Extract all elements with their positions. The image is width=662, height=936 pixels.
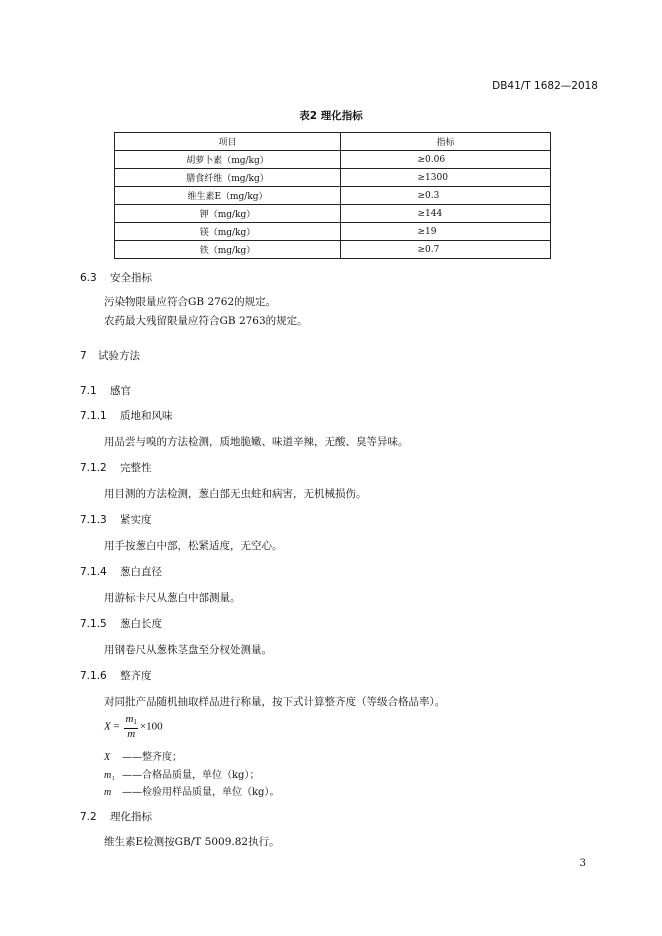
uniformity-formula: X = $\frac{m_1}{m}$ ×100 xyxy=(104,713,163,740)
section-heading-7-1-4: 7.1.4 葱白直径 xyxy=(80,566,162,578)
variable-definition: m₁ ——合格品质量，单位（kg）； xyxy=(104,770,260,781)
table-cell-item: 维生素E（mg/kg） xyxy=(115,187,341,205)
table-cell-item: 镁（mg/kg） xyxy=(115,223,341,241)
table-cell-item: 胡萝卜素（mg/kg） xyxy=(115,151,341,169)
section-heading-7: 7 试验方法 xyxy=(80,350,140,362)
section-heading-7-1-2: 7.1.2 完整性 xyxy=(80,462,152,474)
standard-code: DB41/T 1682—2018 xyxy=(492,80,598,92)
table-row xyxy=(115,223,551,241)
table-cell-item: 膳食纤维（mg/kg） xyxy=(115,169,341,187)
table-cell-value: ≥144 xyxy=(341,205,551,223)
table-cell-value: ≥19 xyxy=(341,223,551,241)
paragraph: 用品尝与嗅的方法检测，质地脆嫩、味道辛辣，无酸、臭等异味。 xyxy=(104,436,409,448)
section-heading-7-1-1: 7.1.1 质地和风味 xyxy=(80,410,173,422)
variable-definition: X ——整齐度； xyxy=(104,752,182,763)
table-row xyxy=(115,241,551,259)
table-cell-value: ≥0.7 xyxy=(341,241,551,259)
paragraph: 用目测的方法检测，葱白部无虫蛀和病害，无机械损伤。 xyxy=(104,488,367,500)
paragraph: 维生素E检测按GB/T 5009.82执行。 xyxy=(104,836,280,848)
variable-definition: m ——检验用样品质量，单位（kg）。 xyxy=(104,787,280,798)
table-row xyxy=(115,151,551,169)
section-heading-7-1-3: 7.1.3 紧实度 xyxy=(80,514,152,526)
section-heading-7-1-5: 7.1.5 葱白长度 xyxy=(80,618,162,630)
section-heading-7-1: 7.1 感官 xyxy=(80,385,131,397)
paragraph: 污染物限量应符合GB 2762的规定。 xyxy=(104,296,277,308)
table-cell-item: 钾（mg/kg） xyxy=(115,205,341,223)
column-header-item: 项目 xyxy=(115,133,341,151)
table-row xyxy=(115,187,551,205)
table-cell-value: ≥0.3 xyxy=(341,187,551,205)
section-heading-7-2: 7.2 理化指标 xyxy=(80,811,152,823)
paragraph: 对同批产品随机抽取样品进行称量，按下式计算整齐度（等级合格品率）。 xyxy=(104,696,446,708)
table-row xyxy=(115,169,551,187)
table-cell-item: 铁（mg/kg） xyxy=(115,241,341,259)
table-row xyxy=(115,205,551,223)
table-title: 表2 理化指标 xyxy=(299,110,363,122)
page-number: 3 xyxy=(579,858,586,869)
column-header-index: 指标 xyxy=(341,133,551,151)
physicochemical-table xyxy=(114,132,551,259)
paragraph: 用游标卡尺从葱白中部测量。 xyxy=(104,592,241,604)
section-heading-7-1-6: 7.1.6 整齐度 xyxy=(80,670,152,682)
table-header-row xyxy=(115,133,551,151)
paragraph: 农药最大残留限量应符合GB 2763的规定。 xyxy=(104,315,308,327)
fraction: $\frac{m_1}{m}$ xyxy=(125,713,137,740)
table-cell-value: ≥0.06 xyxy=(341,151,551,169)
table-cell-value: ≥1300 xyxy=(341,169,551,187)
section-heading-6-3: 6.3 安全指标 xyxy=(80,272,152,284)
paragraph: 用手按葱白中部，松紧适度，无空心。 xyxy=(104,540,283,552)
paragraph: 用钢卷尺从葱株茎盘至分杈处测量。 xyxy=(104,644,272,656)
